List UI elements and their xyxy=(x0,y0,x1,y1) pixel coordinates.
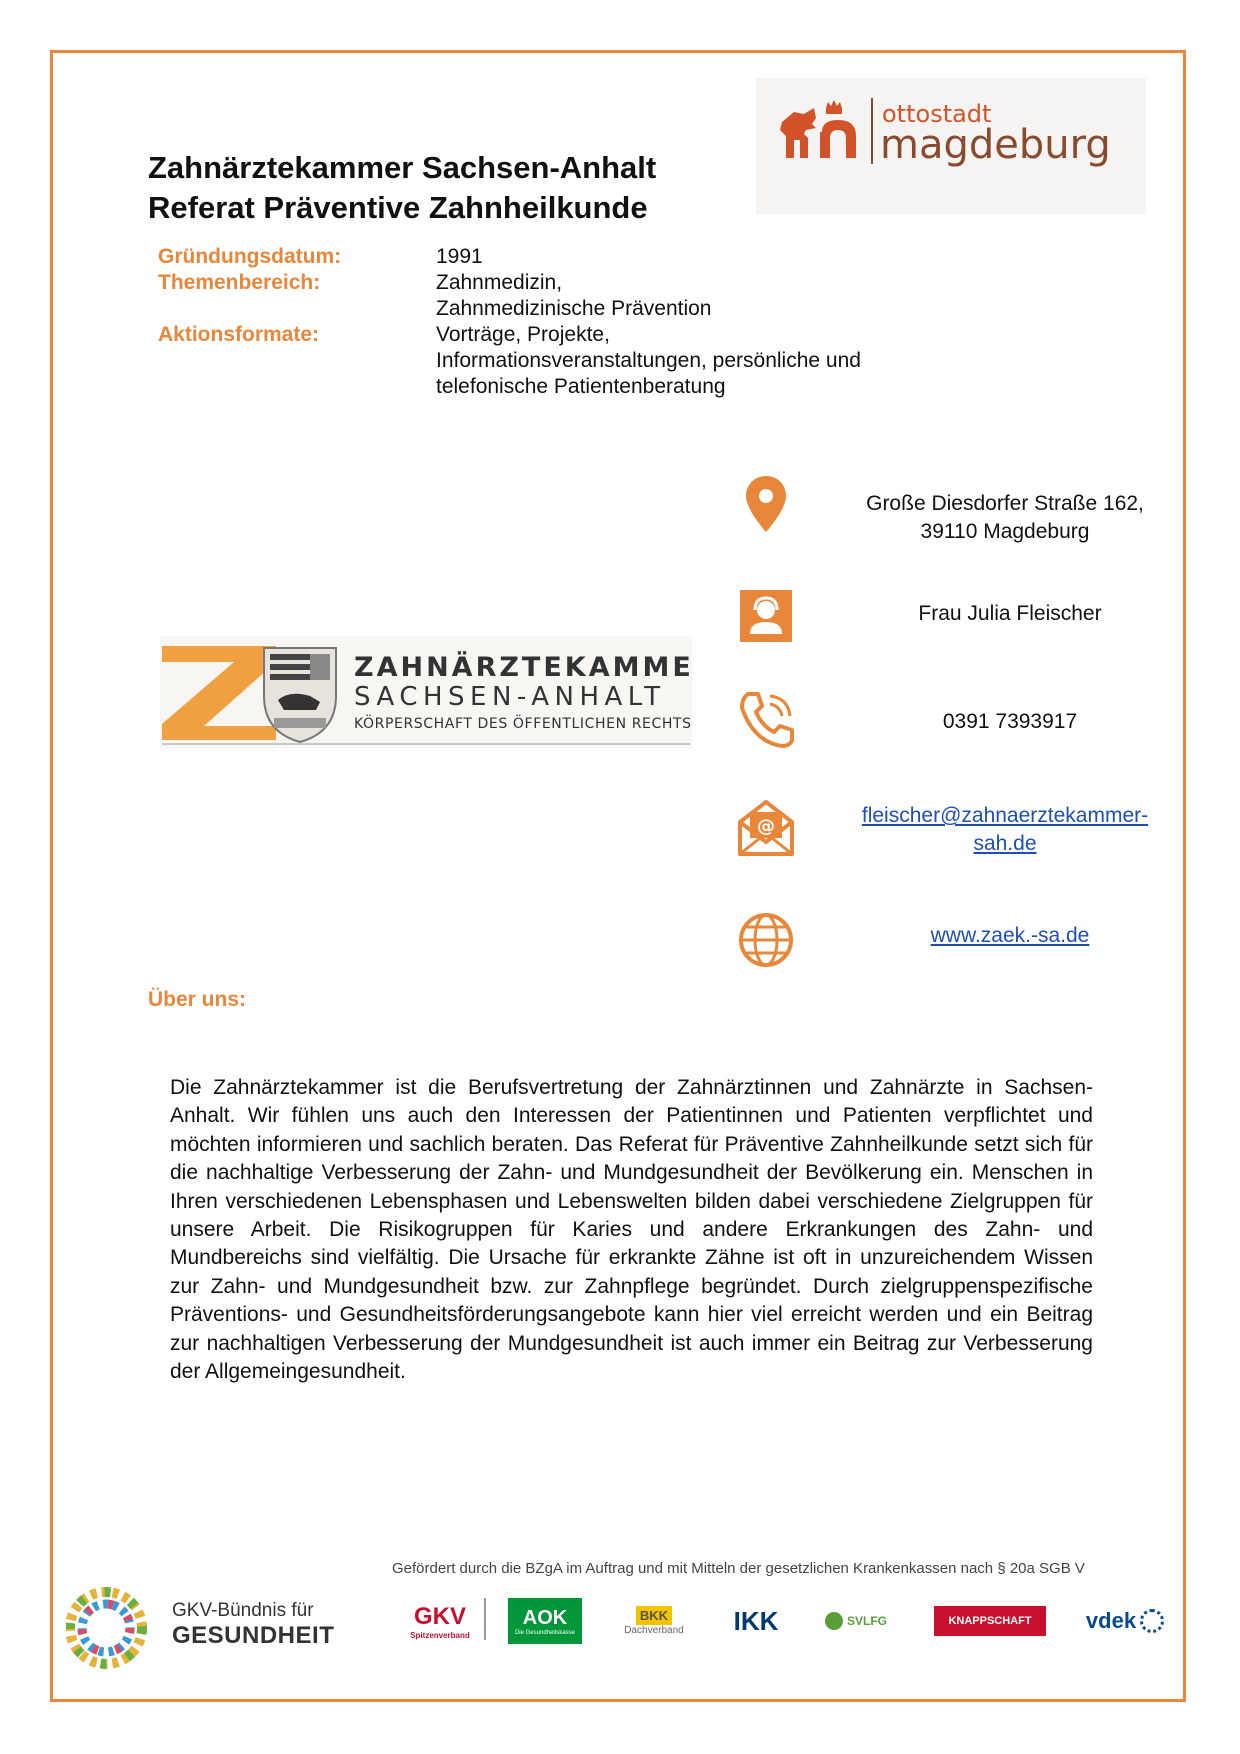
city-logo-line-1: ottostadt xyxy=(882,100,992,128)
email-link[interactable] xyxy=(862,804,1148,855)
city-logo-mark xyxy=(756,78,1146,214)
meta-value xyxy=(436,322,861,400)
gkv-line-1: GKV-Bündnis für xyxy=(172,1600,314,1621)
partner-sub: Spitzenverband xyxy=(410,1630,470,1640)
partner-sub: Dachverband xyxy=(624,1625,684,1636)
meta-value-line: Zahnmedizinische Prävention xyxy=(436,297,712,320)
location-pin-icon xyxy=(734,472,798,536)
coat-of-arms-icon xyxy=(264,648,336,742)
email-line-1: fleischer@zahnaerztekammer- xyxy=(861,804,1149,827)
meta-value-line: telefonische Patientenberatung xyxy=(436,375,726,398)
address-line-2: 39110 Magdeburg xyxy=(920,520,1090,543)
partner-name: vdek xyxy=(1085,1608,1137,1633)
partner-sub: Die Gesundheitskasse xyxy=(514,1629,576,1636)
globe-icon xyxy=(734,908,798,972)
partner-logo-svlfg xyxy=(816,1598,896,1644)
meta-value-line: Zahnmedizin, xyxy=(436,271,563,294)
gkv-line-2: GESUNDHEIT xyxy=(172,1622,335,1649)
phone-icon xyxy=(734,688,798,752)
meta-value xyxy=(436,244,483,270)
partner-logo-ikk xyxy=(726,1598,786,1644)
org-logo-line-1: ZAHNÄRZTEKAMMER xyxy=(354,652,692,683)
city-logo xyxy=(756,78,1146,214)
email xyxy=(840,802,1170,858)
org-logo-line-3: KÖRPERSCHAFT DES ÖFFENTLICHEN RECHTS xyxy=(354,716,692,732)
partner-logo-aok xyxy=(508,1598,582,1644)
partner-name: GKV xyxy=(413,1602,466,1630)
partner-logo-bkk xyxy=(612,1598,696,1644)
partner-name: BKK xyxy=(636,1606,672,1625)
page-title xyxy=(148,148,656,228)
partner-name: KNAPPSCHAFT xyxy=(948,1615,1032,1627)
org-logo xyxy=(160,636,692,748)
svg-text:@: @ xyxy=(757,816,775,837)
email-icon xyxy=(734,796,798,860)
partner-name: SVLFG xyxy=(846,1614,887,1628)
org-logo-mark xyxy=(160,636,692,748)
contact-person-icon xyxy=(734,584,798,648)
partner-logo-knappschaft xyxy=(934,1606,1046,1636)
partner-logo-vdek xyxy=(1080,1598,1170,1644)
title-line-2: Referat Präventive Zahnheilkunde xyxy=(148,190,648,225)
about-heading: Über uns: xyxy=(148,988,247,1011)
funding-note: Gefördert durch die BZgA im Auftrag und mit Mitteln der gesetzlichen Krankenkassen nach § 20a SGB V xyxy=(392,1560,1085,1577)
partner-logo-gkv xyxy=(404,1598,476,1644)
meta-block xyxy=(158,244,861,400)
meta-label: Themenbereich: xyxy=(158,271,321,294)
meta-value-line: 1991 xyxy=(436,245,483,268)
gkv-ring-icon xyxy=(70,1592,142,1664)
address xyxy=(840,490,1170,546)
meta-row-formats xyxy=(158,322,861,400)
partner-divider xyxy=(484,1598,486,1640)
vdek-mark-icon xyxy=(1140,1609,1164,1633)
email-line-2: sah.de xyxy=(973,832,1037,855)
title-line-1: Zahnärztekammer Sachsen-Anhalt xyxy=(148,150,657,185)
address-line-1: Große Diesdorfer Straße 162, xyxy=(866,492,1144,515)
about-text: Die Zahnärztekammer ist die Berufsvertretung der Zahnärztinnen und Zahnärzte in Sachsen-Anhalt. Wir fühlen uns auch den Interessen der Patientinnen und Patienten verpflichtet und möchten informieren und sachlich beraten. Das Referat für Präventive Zahnheilkunde setzt sich für die nachhaltige Verbesserung der Zahn- und Mundgesundheit der Bevölkerung ein. Menschen in Ihren verschiedenen Lebensphasen und Lebenswelten bilden dabei verschiedene Zielgruppen für unsere Arbeit. Die Risikogruppen für Karies und andere Erkrankungen des Zahn- und Mundbereichs sind vielfältig. Die Ursache für erkrankte Zähne ist oft in unzureichendem Wissen zur Zahn- und Mundgesundheit bzw. zur Zahnpflege begründet. Durch zielgruppenspezifische Präventions- und Gesundheitsförderungsangebote kann hier viel erreicht werden und ein Beitrag zur nachhaltigen Verbesserung der Mundgesundheit ist auch immer ein Beitrag zur Verbesserung der Allgemeingesundheit. xyxy=(170,1076,1093,1384)
meta-row-founding xyxy=(158,244,861,270)
org-logo-line-2: SACHSEN-ANHALT xyxy=(354,682,666,712)
phone-number: 0391 7393917 xyxy=(942,710,1078,733)
meta-value-line: Informationsveranstaltungen, persönliche und xyxy=(436,349,861,372)
partner-name: AOK xyxy=(522,1606,568,1629)
svlfg-mark-icon xyxy=(825,1612,843,1630)
meta-row-topic xyxy=(158,270,861,322)
meta-label: Gründungsdatum: xyxy=(158,245,342,268)
city-logo-line-2: magdeburg xyxy=(880,122,1111,168)
meta-label: Aktionsformate: xyxy=(158,323,320,346)
gkv-wordmark xyxy=(172,1600,334,1650)
meta-value xyxy=(436,270,711,322)
website xyxy=(880,922,1140,950)
meta-value-line: Vorträge, Projekte, xyxy=(436,323,610,346)
website-link[interactable]: www.zaek.-sa.de xyxy=(930,924,1090,947)
partner-name: IKK xyxy=(733,1605,779,1636)
contact-person: Frau Julia Fleischer xyxy=(918,602,1102,625)
